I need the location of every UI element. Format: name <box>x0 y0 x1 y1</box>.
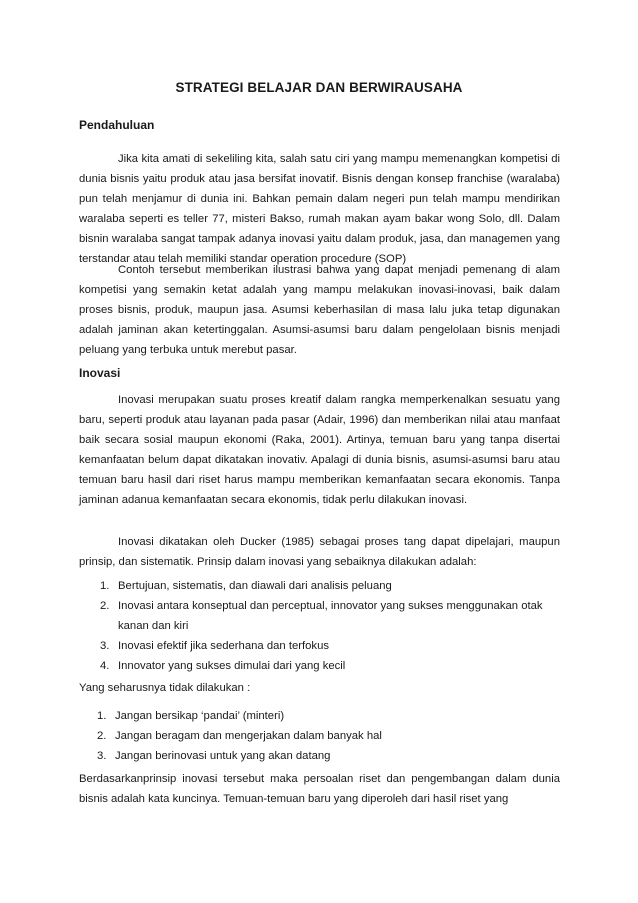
list-item-text: Jangan beragam dan mengerjakan dalam banyak hal <box>115 730 382 742</box>
list-item <box>100 596 560 636</box>
list-item-text: Jangan berinovasi untuk yang akan datang <box>115 750 331 762</box>
paragraph-inovasi-closing: Berdasarkanprinsip inovasi tersebut maka persoalan riset dan pengembangan dalam dunia bisnis adalah kata kuncinya. Temuan-temuan baru yang diperoleh dari hasil riset yang <box>79 773 560 805</box>
list-item-number: 4. <box>100 660 110 672</box>
list-item-number: 1. <box>97 710 107 722</box>
list-item-text: Innovator yang sukses dimulai dari yang kecil <box>118 660 346 672</box>
list-item <box>100 576 560 596</box>
list-item-number: 1. <box>100 580 110 592</box>
paragraph-inovasi-1: Inovasi merupakan suatu proses kreatif dalam rangka memperkenalkan sesuatu yang baru, seperti produk atau layanan pada pasar (Adair, 1996) dan memberikan nilai atau manfaat baik secara sosial maupun ekonomi (Raka, 2001). Artinya, temuan baru yang tanpa disertai kemanfaatan belum dapat dikatakan inovativ. Apalagi di dunia bisnis, asumsi-asumsi baru atau temuan baru hasil dari riset harus mampu memberikan kemanfaatan secara ekonomis. Tanpa jaminan adanua kemanfaatan secara ekonomis, tidak perlu dilakukan inovasi. <box>79 394 560 506</box>
list-item-number: 3. <box>97 750 107 762</box>
list-item <box>100 636 560 656</box>
list-item <box>100 656 560 676</box>
donts-list <box>97 706 557 766</box>
principles-list <box>100 576 560 676</box>
list-item-number: 2. <box>100 600 110 612</box>
list-item <box>97 746 557 766</box>
section-heading-inovasi: Inovasi <box>79 366 121 380</box>
list-item-text: Jangan bersikap ‘pandai’ (minteri) <box>115 710 285 722</box>
section-heading-pendahuluan: Pendahuluan <box>79 118 155 132</box>
list-item <box>97 706 557 726</box>
document-title: STRATEGI BELAJAR DAN BERWIRAUSAHA <box>175 80 463 95</box>
list-item-number: 2. <box>97 730 107 742</box>
list-item-number: 3. <box>100 640 110 652</box>
list-item-text: Inovasi efektif jika sederhana dan terfokus <box>118 640 330 652</box>
paragraph-pendahuluan-1: Jika kita amati di sekeliling kita, salah satu ciri yang mampu memenangkan kompetisi di dunia bisnis yaitu produk atau jasa bersifat inovatif. Bisnis dengan konsep franchise (waralaba) pun telah menjamur di dunia ini. Bahkan pemain dalam negeri pun telah mampu mendirikan waralaba seperti es teller 77, misteri Bakso, rumah makan ayam bakar wong Solo, dll. Dalam bisnin waralaba sangat tampak adanya inovasi yaitu dalam produk, jasa, dan managemen yang terstandar atau telah memiliki standar operation procedure (SOP) <box>79 153 560 265</box>
paragraph-pendahuluan-2: Contoh tersebut memberikan ilustrasi bahwa yang dapat menjadi pemenang di alam kompetisi yang semakin ketat adalah yang mampu melakukan inovasi-inovasi, baik dalam proses bisnis, produk, maupun jasa. Asumsi keberhasilan di masa lalu juka tetap digunakan adalah jaminan akan ketertinggalan. Asumsi-asumsi baru dalam pengelolaan bisnis menjadi peluang yang terbuka untuk merebut pasar. <box>79 264 560 356</box>
list-item-text: Inovasi antara konseptual dan perceptual, innovator yang sukses menggunakan otak kanan dan kiri <box>118 600 543 632</box>
paragraph-inovasi-2: Inovasi dikatakan oleh Ducker (1985) sebagai proses tang dapat dipelajari, maupun prinsip, dan sistematik. Prinsip dalam inovasi yang sebaiknya dilakukan adalah: <box>79 536 560 568</box>
list-item <box>97 726 557 746</box>
list-item-text: Bertujuan, sistematis, dan diawali dari analisis peluang <box>118 580 392 592</box>
paragraph-not-to-do-intro: Yang seharusnya tidak dilakukan : <box>79 682 251 694</box>
